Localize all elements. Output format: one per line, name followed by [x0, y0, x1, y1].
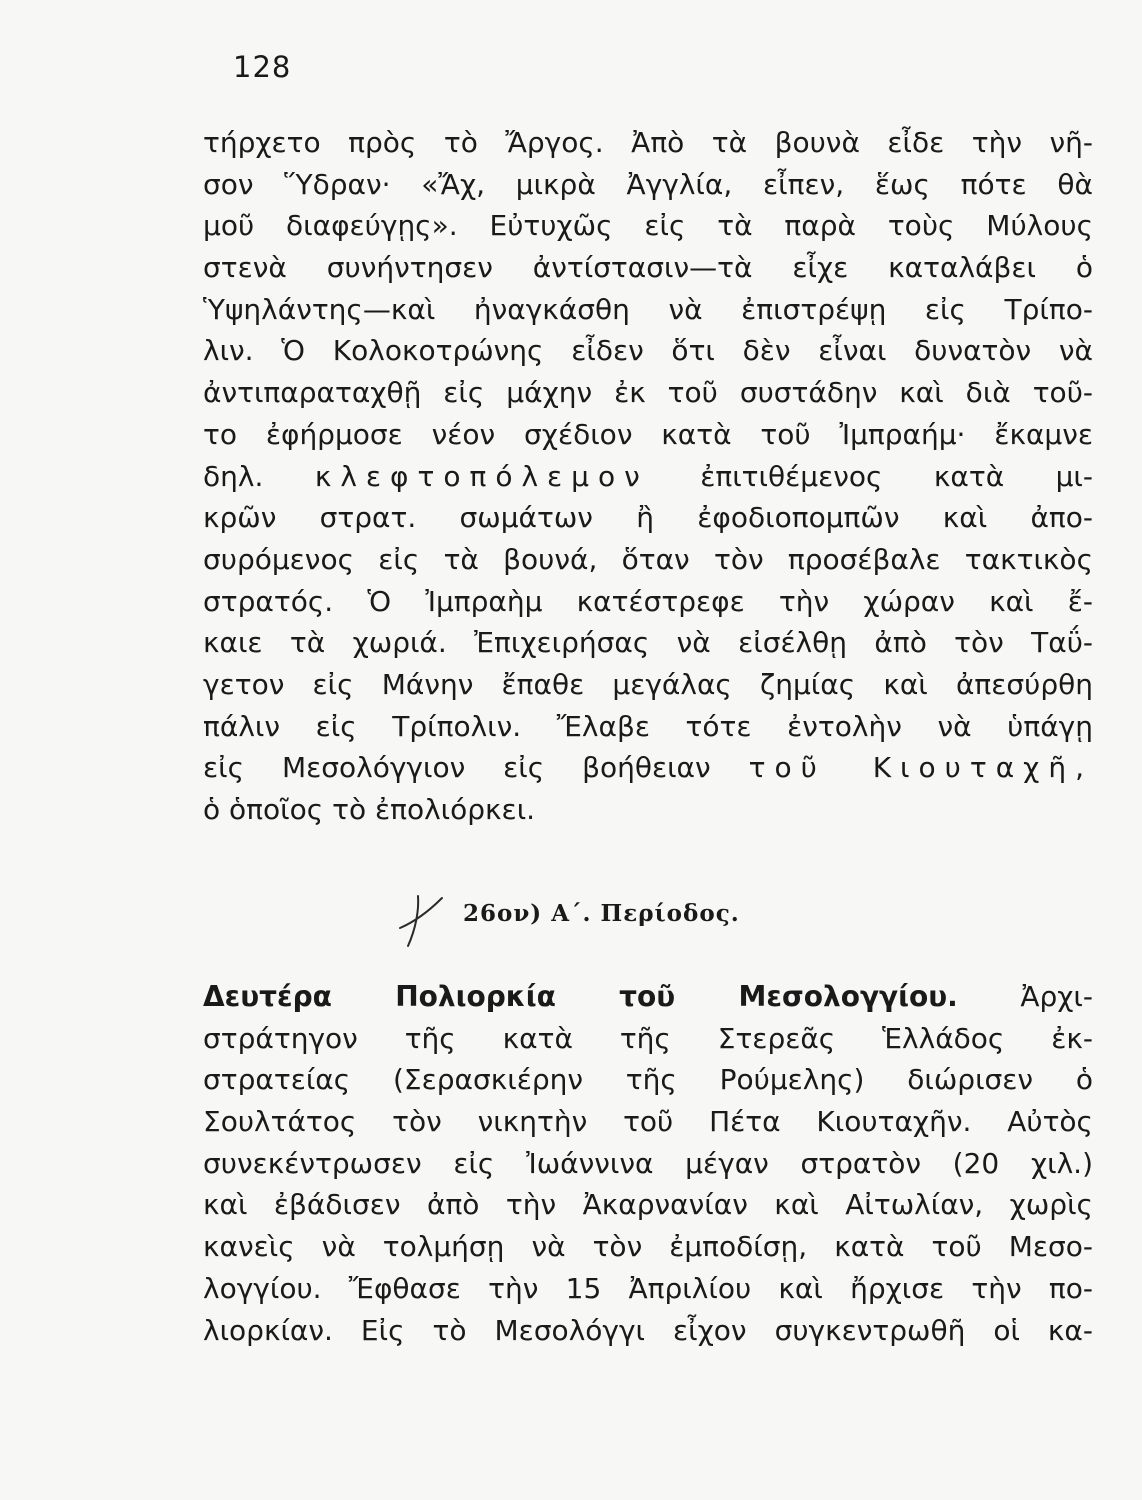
- text-line: μοῦ διαφεύγῃς». Εὐτυχῶς εἰς τὰ παρὰ τοὺς Μύλους: [203, 209, 1093, 243]
- text-line: Ὑψηλάντης—καὶ ἠναγκάσθη νὰ ἐπιστρέψῃ εἰς Τρίπο-: [203, 292, 1093, 326]
- text-line: λογγίου. Ἔφθασε τὴν 15 Ἀπριλίου καὶ ἤρχισε τὴν πο-: [203, 1271, 1093, 1305]
- text-line: τήρχετο πρὸς τὸ Ἄργος. Ἀπὸ τὰ βουνὰ εἶδε τὴν νῆ-: [203, 126, 1093, 159]
- text-line-last: ὁ ὁποῖος τὸ ἐπολιόρκει.: [203, 793, 536, 826]
- text-block-lower: [203, 976, 1093, 1351]
- page-number: 128: [233, 50, 292, 84]
- spaced-word: κλεφτοπόλεμον: [314, 459, 649, 493]
- handwritten-cross-mark: [392, 888, 452, 950]
- text-line: κανεὶς νὰ τολμήσῃ νὰ τὸν ἐμποδίσῃ, κατὰ τοῦ Μεσο-: [203, 1230, 1093, 1264]
- text-line: στενὰ συνήντησεν ἀντίστασιν—τὰ εἶχε καταλάβει ὁ: [203, 251, 1093, 285]
- line-prefix: δηλ.: [203, 459, 264, 493]
- line-prefix: εἰς Μεσολόγγιον εἰς βοήθειαν: [203, 751, 711, 785]
- text-line: γετον εἰς Μάνην ἔπαθε μεγάλας ζημίας καὶ ἀπεσύρθη: [203, 667, 1093, 701]
- text-line: πάλιν εἰς Τρίπολιν. Ἔλαβε τότε ἐντολὴν νὰ ὑπάγῃ: [203, 709, 1093, 743]
- text-line: το ἐφήρμοσε νέον σχέδιον κατὰ τοῦ Ἰμπραήμ· ἔκαμνε: [203, 417, 1093, 451]
- text-line: στράτηγον τῆς κατὰ τῆς Στερεᾶς Ἑλλάδος ἐκ-: [203, 1021, 1093, 1055]
- text-line: λιν. Ὁ Κολοκοτρώνης εἶδεν ὅτι δὲν εἶναι δυνατὸν νὰ: [203, 334, 1093, 368]
- text-line: σον Ὕδραν· «Ἄχ, μικρὰ Ἀγγλία, εἶπεν, ἕως πότε θὰ: [203, 167, 1093, 201]
- text-block-upper: [203, 122, 1093, 831]
- text-line-spaced: [203, 456, 1093, 498]
- text-line: Σουλτάτος τὸν νικητὴν τοῦ Πέτα Κιουταχῆν. Αὐτὸς: [203, 1105, 1093, 1139]
- line-suffix: Ἀρχι-: [1020, 980, 1094, 1013]
- text-line: συρόμενος εἰς τὰ βουνά, ὅταν τὸν προσέβαλε τακτικὸς: [203, 542, 1093, 576]
- text-line-lead: [203, 976, 1093, 1018]
- text-line: ἀντιπαραταχθῇ εἰς μάχην ἐκ τοῦ συστάδην καὶ διὰ τοῦ-: [203, 376, 1093, 410]
- line-suffix: ἐπιτιθέμενος κατὰ μι-: [700, 459, 1093, 493]
- subsection-title: Δευτέρα Πολιορκία τοῦ Μεσολογγίου.: [203, 980, 958, 1013]
- text-line: καὶ ἐβάδισεν ἀπὸ τὴν Ἀκαρνανίαν καὶ Αἰτωλίαν, χωρὶς: [203, 1188, 1093, 1222]
- text-line: λιορκίαν. Εἰς τὸ Μεσολόγγι εἶχον συγκεντρωθῆ οἱ κα-: [203, 1313, 1093, 1347]
- text-line: καιε τὰ χωριά. Ἐπιχειρήσας νὰ εἰσέλθῃ ἀπὸ τὸν Ταΰ-: [203, 626, 1093, 660]
- text-line: συνεκέντρωσεν εἰς Ἰωάννινα μέγαν στρατὸν (20 χιλ.): [203, 1146, 1093, 1180]
- text-line: στρατός. Ὁ Ἰμπραὴμ κατέστρεφε τὴν χώραν καὶ ἔ-: [203, 584, 1093, 618]
- spaced-word: τοῦ Κιουταχῆ,: [748, 751, 1093, 785]
- text-line: κρῶν στρατ. σωμάτων ἢ ἐφοδιοπομπῶν καὶ ἀπο-: [203, 501, 1093, 535]
- text-line: στρατείας (Σερασκιέρην τῆς Ρούμελης) διώρισεν ὁ: [203, 1063, 1093, 1097]
- text-line-spaced: [203, 747, 1093, 789]
- section-heading: 26ον) Α΄. Περίοδος.: [463, 900, 740, 927]
